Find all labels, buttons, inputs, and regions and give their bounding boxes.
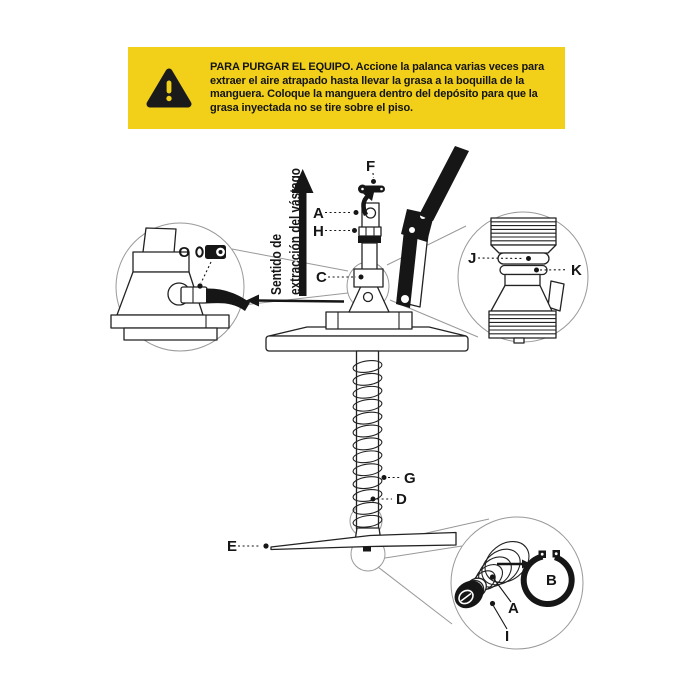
jack-base-top [111,315,229,328]
valve-flare [491,286,552,312]
label-g: G [404,470,416,487]
pump-body-block [354,269,383,287]
jack-piston [143,228,176,253]
label-d: D [396,491,407,508]
pivot-hole [364,293,373,302]
barrel [362,243,377,270]
direction-label-line1: Sentido de [269,220,285,295]
label-h: H [313,223,324,240]
collar [359,227,381,236]
label-j: J [468,250,477,267]
extraction-direction [269,138,314,296]
jack-base-bottom [124,328,217,340]
label-a-clevis: A [313,205,324,222]
label-o: O [178,244,190,261]
valve-detail [489,218,564,343]
label-i: I [505,628,510,645]
plate-joint [363,547,371,552]
lid-body [266,336,468,351]
label-c: C [316,269,327,286]
hose-coupler [181,287,207,303]
label-a-foot: A [508,600,519,617]
lever-pivot-hole [401,295,409,303]
warning-body: Accione la palanca varias veces para extraer el aire atrapado hasta llevar la grasa a la boquilla de la manguera. Coloque la manguera dentro del depósito para que la grasa inyectada no se tire sobre el piso. [210,61,545,114]
label-b: B [546,572,557,589]
o-ring-k [500,266,547,275]
hose-direction-arrow [246,295,344,307]
label-e: E [227,538,238,555]
label-f: F [366,158,376,175]
seal-band [358,236,381,243]
direction-label-line2: extracción del vástago [288,138,304,295]
seal-fitting [196,245,226,259]
warning-title: PARA PURGAR EL EQUIPO. [210,61,354,73]
label-k: K [571,262,582,279]
valve-shoulder [491,245,556,253]
valve-stem [514,338,524,343]
valve-neck [505,275,540,286]
lever-handle [419,146,469,221]
